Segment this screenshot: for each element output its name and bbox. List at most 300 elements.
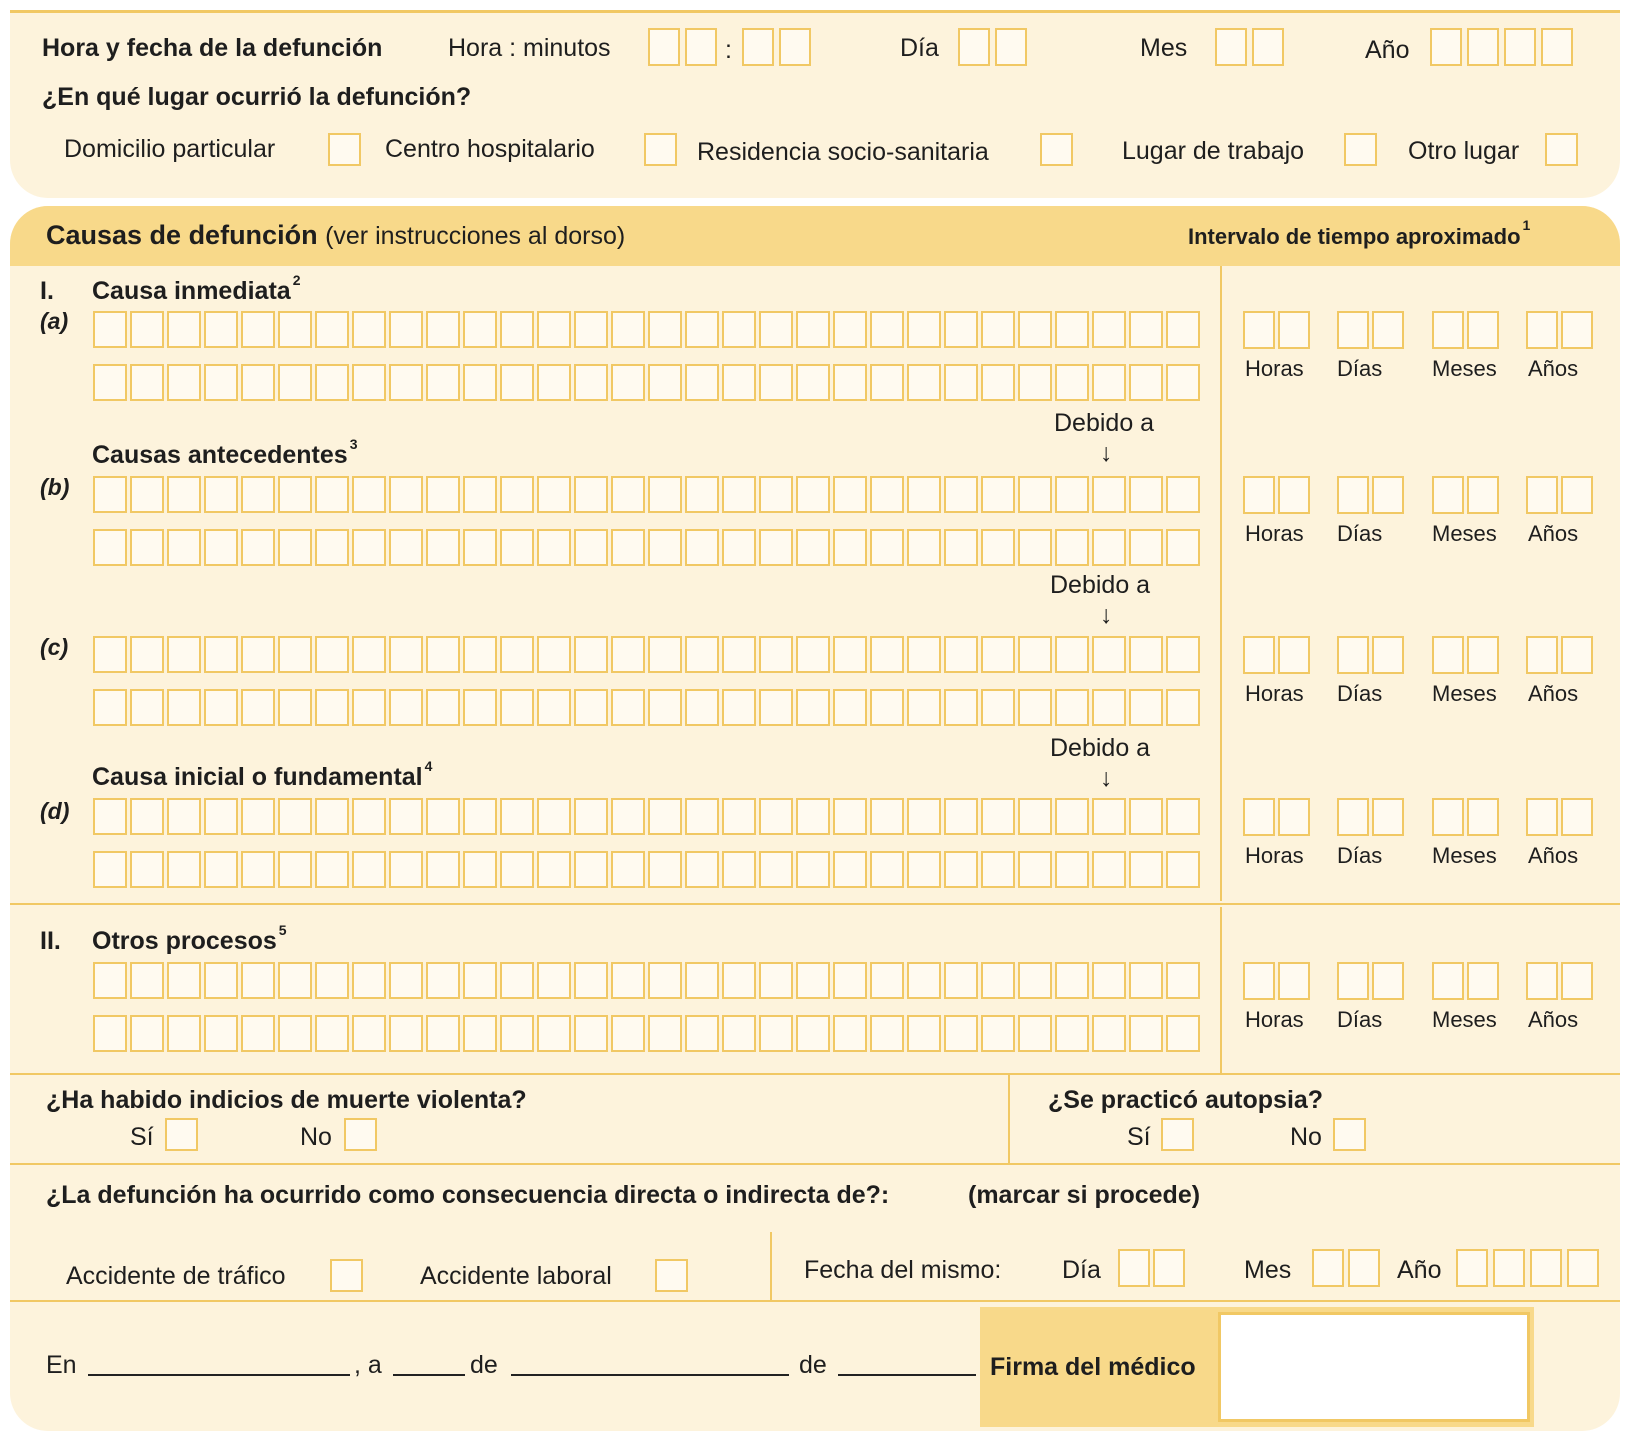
char-cell[interactable] bbox=[426, 798, 460, 835]
char-cell[interactable] bbox=[463, 636, 497, 673]
char-cell[interactable] bbox=[611, 476, 645, 513]
char-cell[interactable] bbox=[278, 962, 312, 999]
digit-cell[interactable] bbox=[1467, 476, 1499, 514]
char-cell[interactable] bbox=[315, 529, 349, 566]
char-cell[interactable] bbox=[1055, 636, 1089, 673]
char-cell[interactable] bbox=[1092, 476, 1126, 513]
autopsy-yes-checkbox[interactable] bbox=[1161, 1118, 1194, 1151]
char-cell[interactable] bbox=[833, 364, 867, 401]
char-cell[interactable] bbox=[1129, 529, 1163, 566]
char-cell[interactable] bbox=[241, 529, 275, 566]
char-cell[interactable] bbox=[93, 851, 127, 888]
char-cell[interactable] bbox=[352, 689, 386, 726]
char-cell[interactable] bbox=[759, 798, 793, 835]
char-cell[interactable] bbox=[981, 636, 1015, 673]
accident-day-digit-2[interactable] bbox=[1153, 1249, 1185, 1287]
char-cell[interactable] bbox=[204, 364, 238, 401]
char-cell[interactable] bbox=[611, 1015, 645, 1052]
char-cell[interactable] bbox=[315, 851, 349, 888]
char-cell[interactable] bbox=[315, 636, 349, 673]
char-cell[interactable] bbox=[352, 851, 386, 888]
char-cell[interactable] bbox=[1055, 798, 1089, 835]
char-cell[interactable] bbox=[722, 798, 756, 835]
char-cell[interactable] bbox=[833, 1015, 867, 1052]
interval-b-days[interactable] bbox=[1337, 476, 1404, 514]
interval-a-days[interactable] bbox=[1337, 311, 1404, 349]
accident-day-digit-1[interactable] bbox=[1118, 1249, 1150, 1287]
digit-cell[interactable] bbox=[1372, 962, 1404, 1000]
char-cell[interactable] bbox=[93, 636, 127, 673]
char-cell[interactable] bbox=[278, 364, 312, 401]
char-cell[interactable] bbox=[500, 529, 534, 566]
char-cell[interactable] bbox=[944, 529, 978, 566]
char-cell[interactable] bbox=[870, 962, 904, 999]
char-cell[interactable] bbox=[1166, 1015, 1200, 1052]
accident-year-digit-3[interactable] bbox=[1530, 1249, 1562, 1287]
char-cell[interactable] bbox=[93, 1015, 127, 1052]
day-line[interactable] bbox=[393, 1374, 465, 1376]
death-month-digit-2[interactable] bbox=[1252, 28, 1284, 66]
digit-cell[interactable] bbox=[1432, 798, 1464, 836]
char-cell[interactable] bbox=[278, 1015, 312, 1052]
char-cell[interactable] bbox=[648, 962, 682, 999]
char-cell[interactable] bbox=[648, 476, 682, 513]
char-cell[interactable] bbox=[611, 962, 645, 999]
char-cell[interactable] bbox=[167, 962, 201, 999]
char-cell[interactable] bbox=[722, 851, 756, 888]
place-home-checkbox[interactable] bbox=[328, 133, 361, 166]
char-cell[interactable] bbox=[352, 311, 386, 348]
char-cell[interactable] bbox=[426, 1015, 460, 1052]
char-cell[interactable] bbox=[907, 529, 941, 566]
char-cell[interactable] bbox=[981, 364, 1015, 401]
violent-yes-checkbox[interactable] bbox=[165, 1118, 198, 1151]
char-cell[interactable] bbox=[1129, 476, 1163, 513]
death-day-digit-1[interactable] bbox=[958, 28, 990, 66]
char-cell[interactable] bbox=[907, 689, 941, 726]
char-cell[interactable] bbox=[537, 311, 571, 348]
char-cell[interactable] bbox=[870, 689, 904, 726]
other-line-2[interactable] bbox=[93, 1015, 1200, 1052]
char-cell[interactable] bbox=[1166, 476, 1200, 513]
char-cell[interactable] bbox=[1055, 311, 1089, 348]
char-cell[interactable] bbox=[759, 364, 793, 401]
char-cell[interactable] bbox=[796, 364, 830, 401]
char-cell[interactable] bbox=[130, 636, 164, 673]
char-cell[interactable] bbox=[389, 476, 423, 513]
char-cell[interactable] bbox=[685, 364, 719, 401]
signature-box[interactable] bbox=[1218, 1312, 1530, 1422]
interval-d-days[interactable] bbox=[1337, 798, 1404, 836]
char-cell[interactable] bbox=[981, 529, 1015, 566]
accident-year-digit-2[interactable] bbox=[1493, 1249, 1525, 1287]
char-cell[interactable] bbox=[463, 1015, 497, 1052]
char-cell[interactable] bbox=[685, 529, 719, 566]
char-cell[interactable] bbox=[722, 529, 756, 566]
digit-cell[interactable] bbox=[1432, 311, 1464, 349]
char-cell[interactable] bbox=[722, 364, 756, 401]
interval-a-months[interactable] bbox=[1432, 311, 1499, 349]
char-cell[interactable] bbox=[426, 311, 460, 348]
cause-c-line-1[interactable] bbox=[93, 636, 1200, 673]
char-cell[interactable] bbox=[130, 798, 164, 835]
digit-cell[interactable] bbox=[1467, 636, 1499, 674]
char-cell[interactable] bbox=[685, 311, 719, 348]
char-cell[interactable] bbox=[426, 851, 460, 888]
char-cell[interactable] bbox=[389, 798, 423, 835]
digit-cell[interactable] bbox=[1243, 798, 1275, 836]
char-cell[interactable] bbox=[352, 962, 386, 999]
char-cell[interactable] bbox=[315, 798, 349, 835]
char-cell[interactable] bbox=[463, 364, 497, 401]
char-cell[interactable] bbox=[426, 636, 460, 673]
digit-cell[interactable] bbox=[1526, 962, 1558, 1000]
char-cell[interactable] bbox=[278, 636, 312, 673]
char-cell[interactable] bbox=[685, 962, 719, 999]
char-cell[interactable] bbox=[907, 962, 941, 999]
char-cell[interactable] bbox=[1092, 798, 1126, 835]
char-cell[interactable] bbox=[685, 476, 719, 513]
char-cell[interactable] bbox=[759, 962, 793, 999]
char-cell[interactable] bbox=[204, 476, 238, 513]
char-cell[interactable] bbox=[278, 689, 312, 726]
char-cell[interactable] bbox=[389, 1015, 423, 1052]
digit-cell[interactable] bbox=[1243, 636, 1275, 674]
digit-cell[interactable] bbox=[1561, 798, 1593, 836]
char-cell[interactable] bbox=[759, 851, 793, 888]
char-cell[interactable] bbox=[796, 636, 830, 673]
cause-b-line-2[interactable] bbox=[93, 529, 1200, 566]
char-cell[interactable] bbox=[93, 529, 127, 566]
char-cell[interactable] bbox=[537, 798, 571, 835]
char-cell[interactable] bbox=[907, 798, 941, 835]
char-cell[interactable] bbox=[833, 636, 867, 673]
char-cell[interactable] bbox=[130, 311, 164, 348]
char-cell[interactable] bbox=[685, 689, 719, 726]
char-cell[interactable] bbox=[907, 364, 941, 401]
char-cell[interactable] bbox=[241, 798, 275, 835]
char-cell[interactable] bbox=[648, 529, 682, 566]
char-cell[interactable] bbox=[167, 689, 201, 726]
char-cell[interactable] bbox=[759, 311, 793, 348]
char-cell[interactable] bbox=[130, 1015, 164, 1052]
char-cell[interactable] bbox=[537, 962, 571, 999]
char-cell[interactable] bbox=[648, 636, 682, 673]
digit-cell[interactable] bbox=[1432, 476, 1464, 514]
char-cell[interactable] bbox=[500, 636, 534, 673]
char-cell[interactable] bbox=[167, 476, 201, 513]
char-cell[interactable] bbox=[130, 529, 164, 566]
char-cell[interactable] bbox=[944, 851, 978, 888]
char-cell[interactable] bbox=[93, 962, 127, 999]
char-cell[interactable] bbox=[833, 476, 867, 513]
char-cell[interactable] bbox=[1129, 636, 1163, 673]
digit-cell[interactable] bbox=[1372, 798, 1404, 836]
char-cell[interactable] bbox=[241, 364, 275, 401]
char-cell[interactable] bbox=[944, 476, 978, 513]
digit-cell[interactable] bbox=[1467, 962, 1499, 1000]
char-cell[interactable] bbox=[981, 798, 1015, 835]
digit-cell[interactable] bbox=[1561, 311, 1593, 349]
accident-year-digit-1[interactable] bbox=[1456, 1249, 1488, 1287]
char-cell[interactable] bbox=[204, 851, 238, 888]
char-cell[interactable] bbox=[907, 311, 941, 348]
char-cell[interactable] bbox=[130, 851, 164, 888]
cause-a-line-2[interactable] bbox=[93, 364, 1200, 401]
char-cell[interactable] bbox=[907, 476, 941, 513]
digit-cell[interactable] bbox=[1561, 476, 1593, 514]
minute-digit-2[interactable] bbox=[779, 28, 811, 66]
digit-cell[interactable] bbox=[1278, 636, 1310, 674]
digit-cell[interactable] bbox=[1243, 311, 1275, 349]
char-cell[interactable] bbox=[611, 636, 645, 673]
death-year-digit-1[interactable] bbox=[1430, 28, 1462, 66]
digit-cell[interactable] bbox=[1467, 311, 1499, 349]
char-cell[interactable] bbox=[463, 689, 497, 726]
char-cell[interactable] bbox=[1092, 529, 1126, 566]
char-cell[interactable] bbox=[796, 851, 830, 888]
char-cell[interactable] bbox=[1092, 851, 1126, 888]
char-cell[interactable] bbox=[463, 529, 497, 566]
death-year-digit-3[interactable] bbox=[1504, 28, 1536, 66]
char-cell[interactable] bbox=[722, 689, 756, 726]
char-cell[interactable] bbox=[1055, 529, 1089, 566]
digit-cell[interactable] bbox=[1526, 476, 1558, 514]
char-cell[interactable] bbox=[1055, 851, 1089, 888]
char-cell[interactable] bbox=[1018, 636, 1052, 673]
char-cell[interactable] bbox=[426, 364, 460, 401]
interval-d-years[interactable] bbox=[1526, 798, 1593, 836]
char-cell[interactable] bbox=[1055, 476, 1089, 513]
digit-cell[interactable] bbox=[1337, 311, 1369, 349]
char-cell[interactable] bbox=[204, 798, 238, 835]
minute-digit-1[interactable] bbox=[742, 28, 774, 66]
char-cell[interactable] bbox=[167, 311, 201, 348]
char-cell[interactable] bbox=[426, 529, 460, 566]
char-cell[interactable] bbox=[1129, 962, 1163, 999]
digit-cell[interactable] bbox=[1526, 311, 1558, 349]
char-cell[interactable] bbox=[1129, 798, 1163, 835]
char-cell[interactable] bbox=[167, 364, 201, 401]
char-cell[interactable] bbox=[833, 311, 867, 348]
char-cell[interactable] bbox=[130, 689, 164, 726]
char-cell[interactable] bbox=[833, 798, 867, 835]
digit-cell[interactable] bbox=[1337, 798, 1369, 836]
char-cell[interactable] bbox=[611, 798, 645, 835]
char-cell[interactable] bbox=[204, 1015, 238, 1052]
char-cell[interactable] bbox=[1166, 798, 1200, 835]
char-cell[interactable] bbox=[1166, 636, 1200, 673]
char-cell[interactable] bbox=[352, 1015, 386, 1052]
char-cell[interactable] bbox=[981, 689, 1015, 726]
char-cell[interactable] bbox=[833, 962, 867, 999]
cause-d-line-1[interactable] bbox=[93, 798, 1200, 835]
interval-a-years[interactable] bbox=[1526, 311, 1593, 349]
char-cell[interactable] bbox=[1018, 311, 1052, 348]
interval-d-hours[interactable] bbox=[1243, 798, 1310, 836]
accident-month-digit-1[interactable] bbox=[1312, 1249, 1344, 1287]
char-cell[interactable] bbox=[944, 1015, 978, 1052]
char-cell[interactable] bbox=[167, 636, 201, 673]
digit-cell[interactable] bbox=[1372, 636, 1404, 674]
char-cell[interactable] bbox=[611, 851, 645, 888]
char-cell[interactable] bbox=[1129, 851, 1163, 888]
char-cell[interactable] bbox=[574, 851, 608, 888]
char-cell[interactable] bbox=[241, 1015, 275, 1052]
char-cell[interactable] bbox=[648, 798, 682, 835]
char-cell[interactable] bbox=[944, 636, 978, 673]
char-cell[interactable] bbox=[1166, 311, 1200, 348]
interval-c-months[interactable] bbox=[1432, 636, 1499, 674]
char-cell[interactable] bbox=[907, 636, 941, 673]
char-cell[interactable] bbox=[463, 798, 497, 835]
char-cell[interactable] bbox=[574, 1015, 608, 1052]
char-cell[interactable] bbox=[796, 311, 830, 348]
char-cell[interactable] bbox=[463, 962, 497, 999]
char-cell[interactable] bbox=[389, 689, 423, 726]
place-line[interactable] bbox=[88, 1374, 350, 1376]
char-cell[interactable] bbox=[130, 364, 164, 401]
char-cell[interactable] bbox=[685, 851, 719, 888]
char-cell[interactable] bbox=[1018, 1015, 1052, 1052]
death-month-digit-1[interactable] bbox=[1215, 28, 1247, 66]
char-cell[interactable] bbox=[796, 476, 830, 513]
hour-digit-1[interactable] bbox=[648, 28, 680, 66]
char-cell[interactable] bbox=[759, 689, 793, 726]
char-cell[interactable] bbox=[1018, 962, 1052, 999]
char-cell[interactable] bbox=[648, 364, 682, 401]
char-cell[interactable] bbox=[870, 636, 904, 673]
char-cell[interactable] bbox=[1018, 798, 1052, 835]
char-cell[interactable] bbox=[611, 689, 645, 726]
char-cell[interactable] bbox=[870, 311, 904, 348]
char-cell[interactable] bbox=[796, 689, 830, 726]
autopsy-no-checkbox[interactable] bbox=[1333, 1118, 1366, 1151]
char-cell[interactable] bbox=[389, 529, 423, 566]
digit-cell[interactable] bbox=[1278, 476, 1310, 514]
char-cell[interactable] bbox=[278, 476, 312, 513]
char-cell[interactable] bbox=[981, 476, 1015, 513]
char-cell[interactable] bbox=[870, 476, 904, 513]
char-cell[interactable] bbox=[241, 476, 275, 513]
char-cell[interactable] bbox=[759, 636, 793, 673]
char-cell[interactable] bbox=[93, 476, 127, 513]
char-cell[interactable] bbox=[1018, 476, 1052, 513]
work-accident-checkbox[interactable] bbox=[655, 1259, 688, 1292]
digit-cell[interactable] bbox=[1372, 311, 1404, 349]
char-cell[interactable] bbox=[574, 476, 608, 513]
char-cell[interactable] bbox=[870, 529, 904, 566]
char-cell[interactable] bbox=[463, 851, 497, 888]
char-cell[interactable] bbox=[204, 689, 238, 726]
char-cell[interactable] bbox=[241, 311, 275, 348]
traffic-accident-checkbox[interactable] bbox=[330, 1259, 363, 1292]
char-cell[interactable] bbox=[981, 311, 1015, 348]
digit-cell[interactable] bbox=[1278, 962, 1310, 1000]
interval-c-hours[interactable] bbox=[1243, 636, 1310, 674]
accident-month-digit-2[interactable] bbox=[1348, 1249, 1380, 1287]
digit-cell[interactable] bbox=[1278, 798, 1310, 836]
digit-cell[interactable] bbox=[1243, 962, 1275, 1000]
char-cell[interactable] bbox=[537, 364, 571, 401]
char-cell[interactable] bbox=[463, 311, 497, 348]
char-cell[interactable] bbox=[204, 311, 238, 348]
char-cell[interactable] bbox=[315, 689, 349, 726]
digit-cell[interactable] bbox=[1243, 476, 1275, 514]
char-cell[interactable] bbox=[722, 636, 756, 673]
char-cell[interactable] bbox=[1055, 364, 1089, 401]
char-cell[interactable] bbox=[1166, 529, 1200, 566]
interval-other-months[interactable] bbox=[1432, 962, 1499, 1000]
char-cell[interactable] bbox=[278, 311, 312, 348]
interval-other-years[interactable] bbox=[1526, 962, 1593, 1000]
char-cell[interactable] bbox=[537, 851, 571, 888]
char-cell[interactable] bbox=[1055, 689, 1089, 726]
char-cell[interactable] bbox=[870, 364, 904, 401]
char-cell[interactable] bbox=[389, 962, 423, 999]
char-cell[interactable] bbox=[574, 364, 608, 401]
char-cell[interactable] bbox=[167, 1015, 201, 1052]
char-cell[interactable] bbox=[796, 1015, 830, 1052]
char-cell[interactable] bbox=[574, 636, 608, 673]
char-cell[interactable] bbox=[1018, 851, 1052, 888]
char-cell[interactable] bbox=[1092, 689, 1126, 726]
char-cell[interactable] bbox=[611, 311, 645, 348]
interval-b-hours[interactable] bbox=[1243, 476, 1310, 514]
char-cell[interactable] bbox=[722, 962, 756, 999]
char-cell[interactable] bbox=[574, 529, 608, 566]
char-cell[interactable] bbox=[722, 1015, 756, 1052]
char-cell[interactable] bbox=[204, 636, 238, 673]
char-cell[interactable] bbox=[500, 962, 534, 999]
char-cell[interactable] bbox=[574, 798, 608, 835]
char-cell[interactable] bbox=[315, 1015, 349, 1052]
char-cell[interactable] bbox=[981, 1015, 1015, 1052]
char-cell[interactable] bbox=[648, 1015, 682, 1052]
char-cell[interactable] bbox=[611, 364, 645, 401]
char-cell[interactable] bbox=[1129, 364, 1163, 401]
char-cell[interactable] bbox=[648, 851, 682, 888]
char-cell[interactable] bbox=[1055, 1015, 1089, 1052]
interval-b-years[interactable] bbox=[1526, 476, 1593, 514]
char-cell[interactable] bbox=[278, 529, 312, 566]
place-other-checkbox[interactable] bbox=[1545, 133, 1578, 166]
interval-other-hours[interactable] bbox=[1243, 962, 1310, 1000]
char-cell[interactable] bbox=[352, 636, 386, 673]
char-cell[interactable] bbox=[574, 311, 608, 348]
char-cell[interactable] bbox=[944, 689, 978, 726]
char-cell[interactable] bbox=[1018, 364, 1052, 401]
char-cell[interactable] bbox=[1018, 689, 1052, 726]
cause-a-line-1[interactable] bbox=[93, 311, 1200, 348]
char-cell[interactable] bbox=[130, 476, 164, 513]
death-year-digit-4[interactable] bbox=[1541, 28, 1573, 66]
char-cell[interactable] bbox=[241, 636, 275, 673]
char-cell[interactable] bbox=[389, 636, 423, 673]
char-cell[interactable] bbox=[241, 962, 275, 999]
death-day-digit-2[interactable] bbox=[995, 28, 1027, 66]
char-cell[interactable] bbox=[537, 476, 571, 513]
char-cell[interactable] bbox=[870, 1015, 904, 1052]
digit-cell[interactable] bbox=[1337, 962, 1369, 1000]
char-cell[interactable] bbox=[389, 311, 423, 348]
char-cell[interactable] bbox=[537, 529, 571, 566]
digit-cell[interactable] bbox=[1526, 798, 1558, 836]
digit-cell[interactable] bbox=[1467, 798, 1499, 836]
digit-cell[interactable] bbox=[1278, 311, 1310, 349]
hour-digit-2[interactable] bbox=[685, 28, 717, 66]
month-line[interactable] bbox=[511, 1374, 789, 1376]
